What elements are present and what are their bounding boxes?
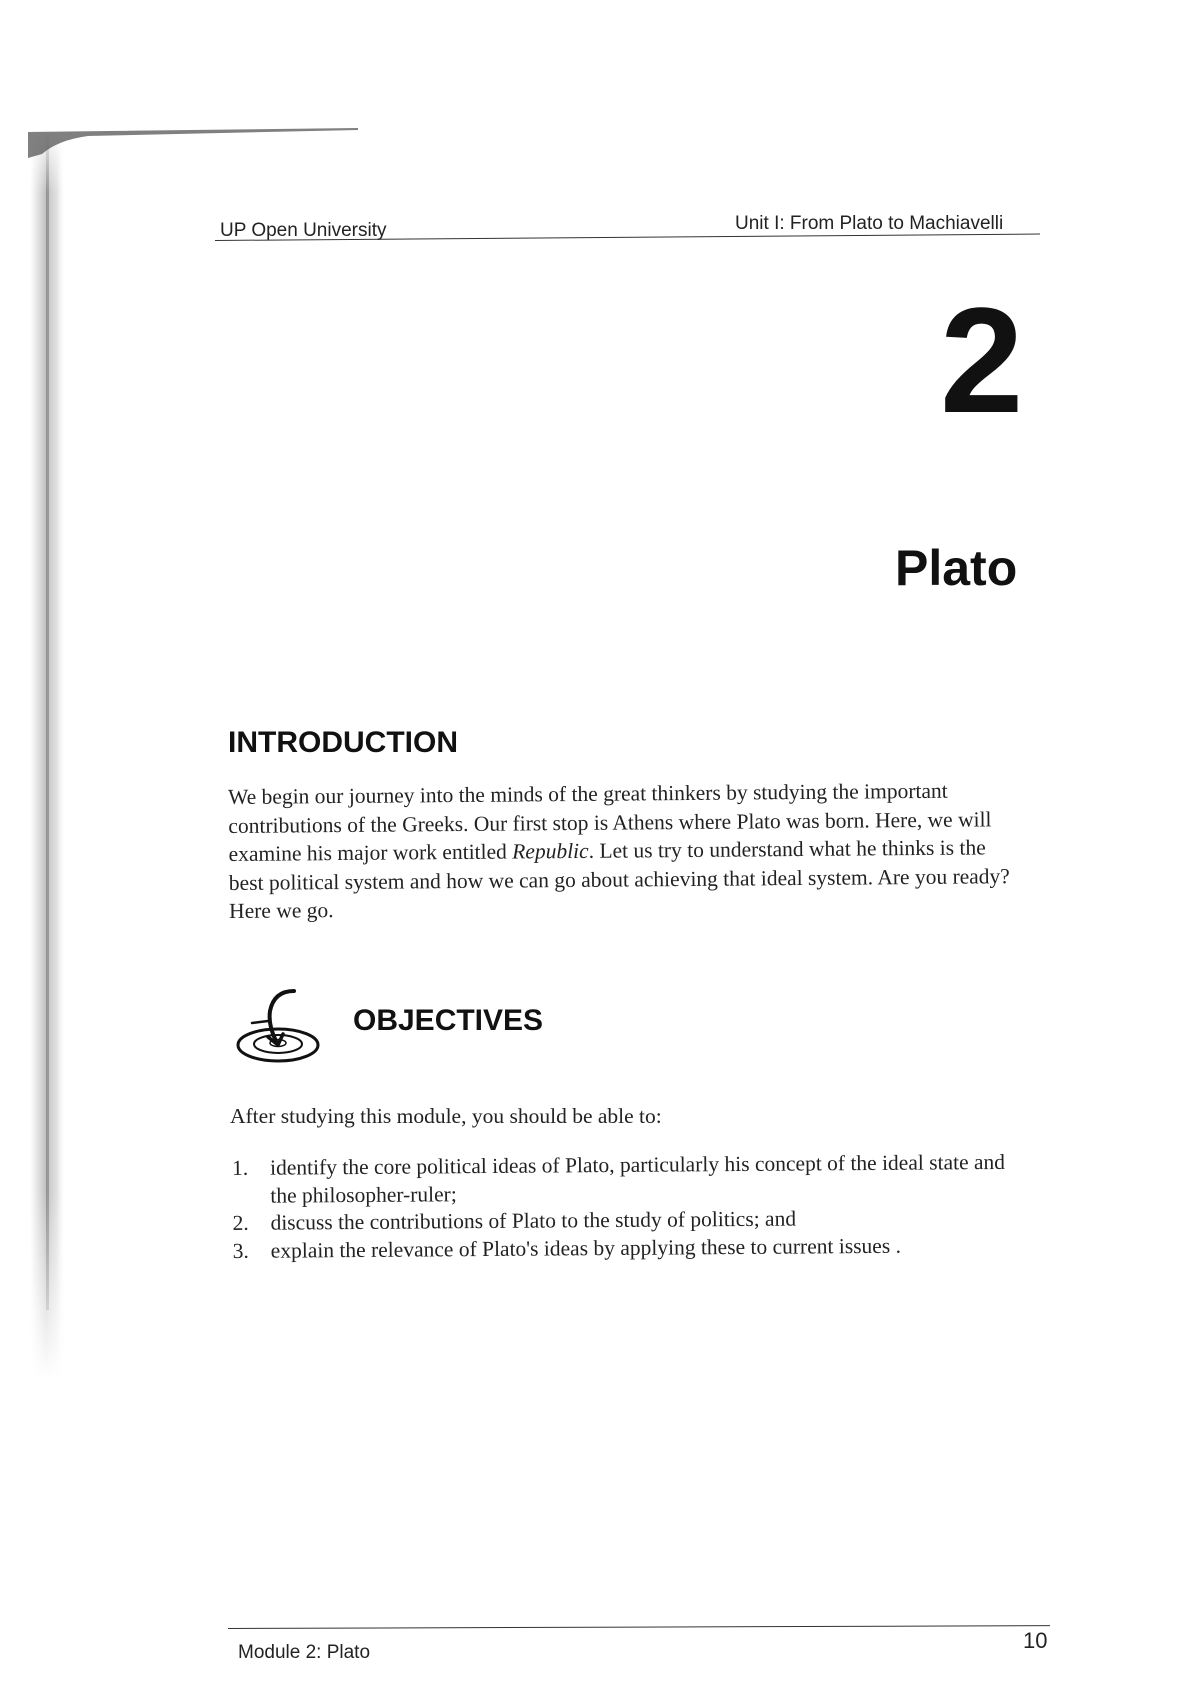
- footer-rule: [228, 1625, 1050, 1629]
- objective-number: 1.: [232, 1155, 249, 1180]
- objective-number: 2.: [232, 1210, 249, 1235]
- objective-text: explain the relevance of Plato's ideas by applying these to current issues .: [270, 1233, 902, 1263]
- objective-text: identify the core political ideas of Plato, particularly his concept of the ideal state and the philosopher-ruler;: [270, 1149, 1006, 1208]
- objective-number: 3.: [232, 1238, 249, 1263]
- intro-text-part-2: . Let us try to understand what he thinks is the best political system and how we can go about achieving that ideal system. Are you ready? Here we go.: [228, 835, 1010, 923]
- running-header-right: Unit I: From Plato to Machiavelli: [735, 213, 1004, 234]
- intro-work-title: Republic: [512, 838, 589, 864]
- objective-item-1: [230, 1149, 1030, 1210]
- introduction-heading: INTRODUCTION: [228, 726, 458, 759]
- objectives-list: [230, 1149, 1031, 1265]
- target-dart-icon: [232, 985, 324, 1067]
- chapter-title: Plato: [895, 540, 1018, 596]
- objective-item-3: [231, 1231, 1031, 1265]
- introduction-body: [228, 776, 1019, 925]
- scan-top-streak: [28, 128, 358, 158]
- page-number: 10: [1023, 1628, 1048, 1653]
- objectives-lead: After studying this module, you should be able to:: [230, 1104, 662, 1128]
- running-footer-left: Module 2: Plato: [238, 1642, 371, 1663]
- objectives-heading: OBJECTIVES: [353, 1004, 544, 1037]
- objective-text: discuss the contributions of Plato to the study of politics; and: [270, 1206, 797, 1235]
- running-header-left: UP Open University: [220, 220, 387, 241]
- intro-text-part-1: We begin our journey into the minds of the great thinkers by studying the important contributions of the Greeks. Our first stop is Athens where Plato was born. Here, we will examine his major work entitled: [228, 778, 992, 866]
- scan-edge-shadow: [0, 130, 68, 1380]
- chapter-number: 2: [940, 276, 1024, 444]
